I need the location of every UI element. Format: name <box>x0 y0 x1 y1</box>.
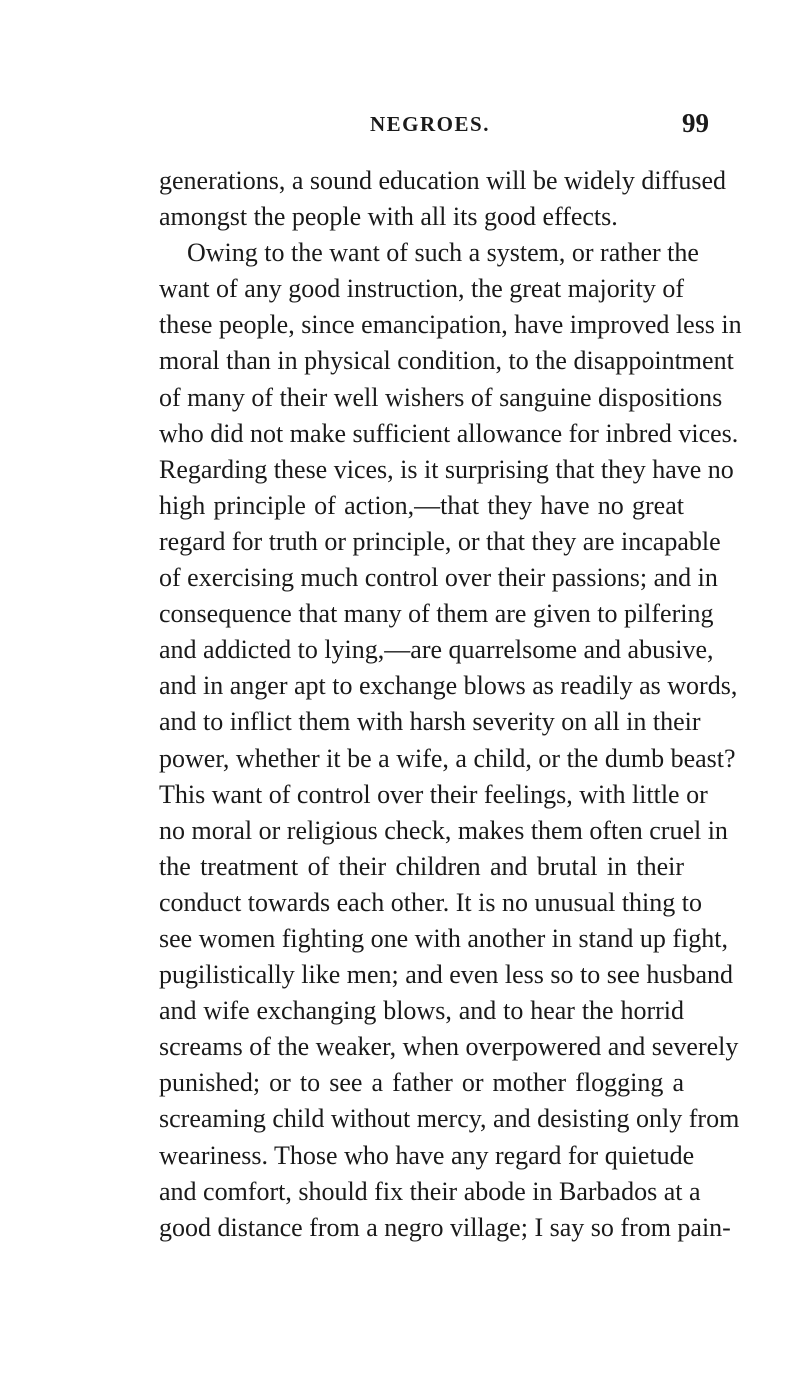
text-line: pugilistically like men; and even less so to see husband <box>159 960 734 990</box>
text-line: want of any good instruction, the great majority of <box>159 274 684 304</box>
text-line: regard for truth or principle, or that they are incapable <box>159 526 721 556</box>
text-line: generations, a sound education will be widely diffused <box>159 166 727 195</box>
body-text <box>159 163 742 1246</box>
text-line: consequence that many of them are given to pilfering <box>159 599 714 629</box>
text-line: Owing to the want of such a system, or rather the <box>187 238 699 268</box>
text-line: This want of control over their feelings, with little or <box>159 779 708 809</box>
text-line: of many of their well wishers of sanguine dispositions <box>159 382 723 412</box>
text-line: and addicted to lying,—are quarrelsome and abusive, <box>159 635 714 665</box>
text-line: and in anger apt to exchange blows as readily as words, <box>159 671 738 701</box>
text-line: power, whether it be a wife, a child, or the dumb beast? <box>159 743 736 773</box>
text-line: the treatment of their children and brutal in their <box>159 851 684 881</box>
text-line: screaming child without mercy, and desisting only from <box>159 1104 740 1134</box>
text-line: these people, since emancipation, have improved less in <box>159 310 742 340</box>
text-line: see women fighting one with another in stand up fight, <box>159 923 729 953</box>
text-line: of exercising much control over their passions; and in <box>159 563 718 593</box>
text-line: high principle of action,—that they have no great <box>159 490 684 520</box>
text-line: screams of the weaker, when overpowered and severely <box>159 1032 739 1062</box>
text-line: good distance from a negro village; I say so from pain- <box>159 1212 731 1242</box>
text-line: and to inflict them with harsh severity on all in their <box>159 707 701 737</box>
text-line: moral than in physical condition, to the disappointment <box>159 346 734 376</box>
text-line: no moral or religious check, makes them often cruel in <box>159 815 728 845</box>
text-line: amongst the people with all its good effects. <box>159 202 618 232</box>
text-line: conduct towards each other. It is no unusual thing to <box>159 887 703 917</box>
running-head-title: NEGROES. <box>370 112 490 136</box>
text-line: punished; or to see a father or mother flogging a <box>159 1068 684 1098</box>
running-head <box>0 108 800 142</box>
text-line: who did not make sufficient allowance for inbred vices. <box>159 418 739 448</box>
text-line: weariness. Those who have any regard for quietude <box>159 1140 695 1170</box>
text-line: Regarding these vices, is it surprising that they have no <box>159 454 734 484</box>
text-line: and comfort, should fix their abode in Barbados at a <box>159 1176 701 1206</box>
page-number: 99 <box>682 108 709 138</box>
text-line: and wife exchanging blows, and to hear the horrid <box>159 996 684 1026</box>
